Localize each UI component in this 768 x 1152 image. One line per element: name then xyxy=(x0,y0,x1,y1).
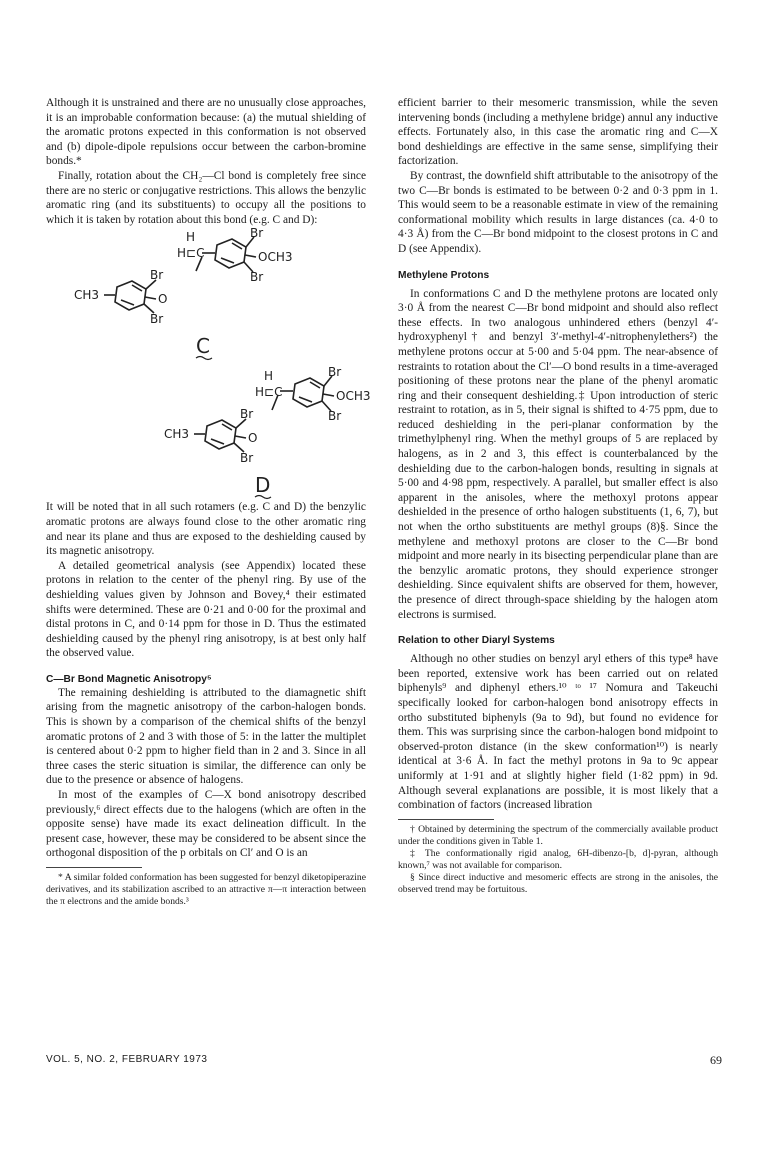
paragraph: In conformations C and D the methylene protons are located only 3·0 Å from the nearest C—Br bond midpoint and should also reflect these effects. In two analogous unhindered ethers (benzyl 4′-hydroxyphenyl† and benzyl 3′-methyl-4′-nitrophenylethers²) the methylene protons occur at 5·00 and 5·04 ppm. The near-absence of restraints to rotation about the Cl′—O bond results in a time-averaged positioning of these protons near the plane of the phenyl aromatic ring and their consequent deshielding.‡ Upon introduction of steric restraint to rotation, as in 5, their signal is shifted to 4·75 ppm, due to reduced deshielding in the peri-planar conformation by the trimethylphenyl ring. When the methyl groups of 5 are replaced by halogens, as in 2 and 3, this effect is counterbalanced by the deshielding due to the carbon-halogen bonds, resulting in signals at 5·00 and 4·98 ppm, respectively. A parallel, but smaller effect is also apparent in the anisoles, where the methoxyl protons appear deshielded in the presence of ortho halogen substituents (1, 6, 7), but not when the ortho substituents are methyl groups (8)§. Since the methylene and methoxyl protons are closer to the C—Br bond midpoint and more nearly in its bisecting perpendicular plane than are the benzylic aromatic protons, they should experience stronger deshielding. Since equivalent shifts are observed for them, however, the presence of direct through-space shielding by the halogen atom electrons is surmised. xyxy=(398,287,718,621)
page-number: 69 xyxy=(710,1053,722,1067)
structure-d xyxy=(46,362,371,500)
structure-label: C xyxy=(196,334,210,359)
atom-label: H⊏C xyxy=(255,385,283,400)
atom-label: H xyxy=(264,369,274,384)
atom-label: H xyxy=(186,230,196,245)
left-column xyxy=(46,96,371,908)
right-column xyxy=(398,96,718,896)
atom-label: O xyxy=(248,431,258,446)
atom-label: O xyxy=(158,292,168,307)
structure-c xyxy=(46,227,366,362)
atom-label: H⊏C xyxy=(177,246,205,261)
atom-label: CH3 xyxy=(164,427,190,442)
atom-label: Br xyxy=(240,451,254,466)
footnote-rule xyxy=(46,867,142,868)
atom-label: Br xyxy=(250,226,264,241)
paragraph: Although it is unstrained and there are no unusually close approaches, it is an improbable conformation because: (a) the mutual shielding of the aromatic protons expected in this conformation is not observed and (b) dipole-dipole repulsions occur between the carbon-bromine bonds.* xyxy=(46,97,366,168)
atom-label: Br xyxy=(250,270,264,285)
footnote: ‡ The conformationally rigid analog, 6H-dibenzo-[b, d]-pyran, although known,⁷ was not available for comparison. xyxy=(398,847,718,871)
atom-label: OCH3 xyxy=(336,389,371,404)
atom-label: Br xyxy=(240,407,254,422)
atom-label: OCH3 xyxy=(258,250,293,265)
footnote: * A similar folded conformation has been suggested for benzyl diketopiperazine derivatives, and its stabilization ascribed to an attractive π—π interaction between the π electrons and the amide bonds.³ xyxy=(46,872,366,907)
atom-label: Br xyxy=(150,312,164,327)
page-footer xyxy=(46,1053,722,1068)
paragraph: It will be noted that in all such rotamers (e.g. C and D) the benzylic aromatic protons are always found close to the other aromatic ring and near its plane and thus are exposed to the deshielding caused by its magnetic anisotropy. xyxy=(46,501,366,558)
atom-label: Br xyxy=(150,268,164,283)
footnote-rule xyxy=(398,819,494,820)
paragraph: In most of the examples of C—X bond anisotropy described previously,⁶ direct effects due to the halogens (which are often in the opposite sense) have made its exact delineation difficult. In the present case, however, these may be considered to be absent since the orthogonal disposition of the p orbitals on Cl′ and O is an xyxy=(46,789,366,860)
paragraph: Finally, rotation about the CH₂—Cl bond is completely free since there are no steric or conjugative restrictions. This allows the benzylic aromatic ring (and its substituents) to occupy all the positions to which it is taken by rotation about this bond (e.g. C and D): xyxy=(46,169,366,226)
paragraph: Although no other studies on benzyl aryl ethers of this type⁸ have been reported, extensive work has been carried out on related biphenyls⁹ and diphenyl ethers.¹⁰ ᵗᵒ ¹⁷ Nomura and Takeuchi specifically looked for carbon-halogen bond anisotropy effects in ortho substituted biphenyls (9a to 9d), but found no evidence for them. This was surprising since the carbon-halogen bond midpoint to observed-proton distance (in the skew conformation¹⁰) is nearly identical at 3·6 Å. In fact the methyl protons in 9a to 9c appear uniformly at 1·91 and at slightly higher field (1·82 ppm) in 9d. Although several explanations are possible, it is most likely that a combination of factors (increased libration xyxy=(398,653,718,812)
footnote: § Since direct inductive and mesomeric effects are strong in the anisoles, the observed trend may be fortuitous. xyxy=(398,871,718,895)
paragraph: efficient barrier to their mesomeric transmission, while the seven intervening bonds (including a methylene bridge) annul any inductive effects. Fortunately also, in this case the aromatic ring and C—X bond deshieldings are effective in the same sense, simplifying their factorization. xyxy=(398,97,718,168)
section-heading: Relation to other Diaryl Systems xyxy=(398,635,555,647)
structure-label: D xyxy=(255,473,271,498)
atom-label: Br xyxy=(328,365,342,380)
paragraph: By contrast, the downfield shift attributable to the anisotropy of the two C—Br bonds is estimated to be between 0·2 and 0·3 ppm in 1. This would seem to be a reasonable estimate in view of the remaining conformational mobility which results in large distances (ca. 4·0 to 4·3 Å) from the C—Br bond midpoint to the closest protons in C and D (see Appendix). xyxy=(398,169,718,255)
section-heading: Methylene Protons xyxy=(398,269,490,281)
footnote: † Obtained by determining the spectrum of the commercially available product under the conditions given in Table 1. xyxy=(398,823,718,847)
paragraph: The remaining deshielding is attributed to the diamagnetic shift arising from the magnetic anisotropy of the carbon-halogen bonds. This is shown by a comparison of the chemical shifts of the benzyl aromatic protons of 2 and 3 with those of 5: in the latter the multiplet is centered about 0·2 ppm to higher field than in 2 and 3. Since in all three cases the steric situation is similar, the difference can only be due to the presence or absence of halogens. xyxy=(46,686,366,787)
section-heading: C—Br Bond Magnetic Anisotropy⁵ xyxy=(46,673,212,685)
paragraph: A detailed geometrical analysis (see Appendix) located these protons in relation to the center of the phenyl ring. By use of the deshielding values given by Johnson and Bovey,⁴ their estimated shifts were determined. These are 0·21 and 0·00 for the proximal and distal protons in C, and 0·14 ppm for those in D. Thus the estimated deshielding caused by the phenyl ring anisotropy, is at best only half the observed value. xyxy=(46,559,366,660)
atom-label: CH3 xyxy=(74,288,100,303)
journal-issue: VOL. 5, NO. 2, FEBRUARY 1973 xyxy=(46,1054,208,1065)
atom-label: Br xyxy=(328,409,342,424)
